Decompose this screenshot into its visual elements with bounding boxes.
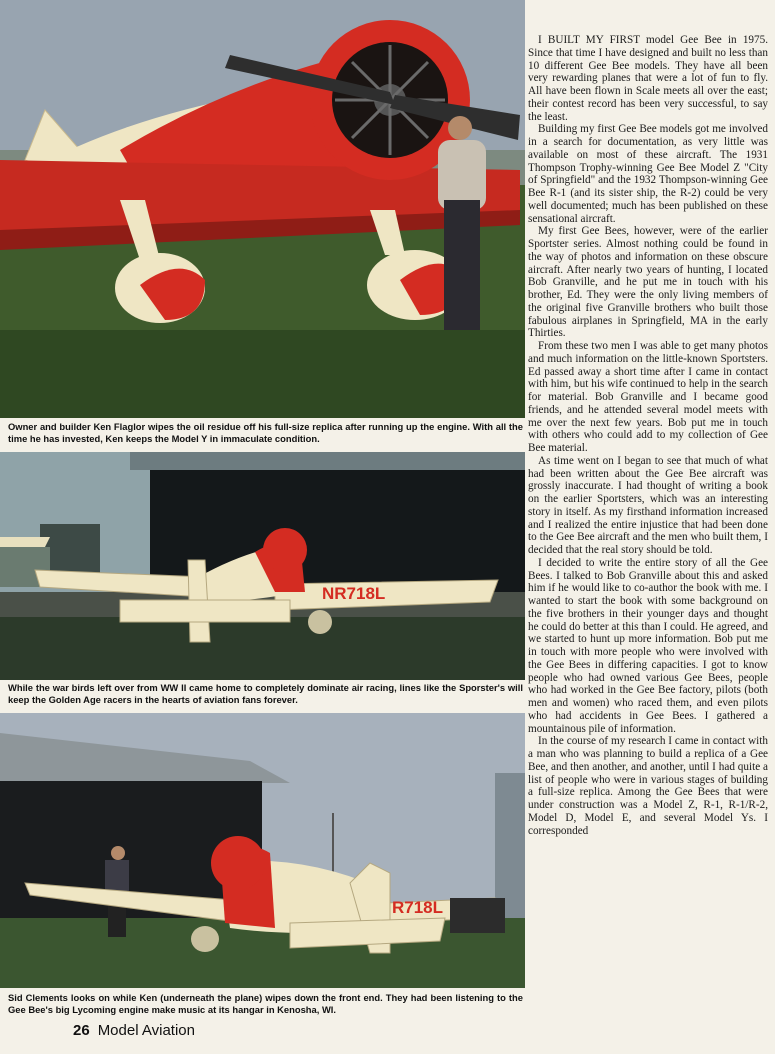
- article-paragraph: From these two men I was able to get many photos and much information on the little-known Sportsters. Ed passed away a short time after I came in contact with him, but his wife continued to help in the search for material. Bob Granville and I became good friends, and he attended several model meets with me over the next few years. Bob put me in touch with others who could add to my collection of Gee Bee material.: [528, 340, 768, 454]
- photo-caption-2: While the war birds left over from WW II came home to completely dominate air racing, lines like the Sporster's will keep the Golden Age racers in the hearts of aviation fans forever.: [8, 682, 523, 705]
- page-number: 26: [73, 1022, 90, 1039]
- photo-side-view-kenosha: [0, 713, 525, 988]
- article-paragraph: Building my first Gee Bee models got me involved in a search for documentation, as very little was available on most of these aircraft. The 1931 Thompson Trophy-winning Gee Bee Model Z "City of Springfield" and the 1932 Thompson-winning Gee Bee R-1 (and its sister ship, the R-2) could be very well documented; much has been published on these sensational aircraft.: [528, 123, 768, 225]
- magazine-title: Model Aviation: [97, 1022, 195, 1039]
- registration-nr718l: NR718L: [322, 584, 386, 603]
- article-paragraph: My first Gee Bees, however, were of the earlier Sportster series. Almost nothing could be found in the way of photos and information on these obscure aircraft. After nearly two years of hunting, I located Bob Granville, and he put me in touch with his brother, Ed. They were the only living members of the original five Granville brothers who built those fabulous airplanes in Springfield, MA in the early Thirties.: [528, 225, 768, 340]
- registration-r718l: R718L: [392, 898, 444, 917]
- article-column: [528, 34, 768, 837]
- photo-caption-3: Sid Clements looks on while Ken (underneath the plane) wipes down the front end. They had been listening to the Gee Bee's big Lycoming engine make music at its hangar in Kenosha, WI.: [8, 992, 523, 1015]
- photo-model-y-closeup: [0, 0, 525, 418]
- article-paragraph: In the course of my research I came in contact with a man who was planning to build a replica of a Gee Bee, and then another, and another, until I had quite a list of people who were in various stages of building a full-size replica. Among the Gee Bees that were under construction was a Model Z, R-1, R-1/R-2, Model D, Model E, and several Model Ys. I corresponded: [528, 735, 768, 837]
- article-paragraph: I decided to write the entire story of all the Gee Bees. I talked to Bob Granville about this and asked him if he would like to co-author the book with me. I wanted to start the book with some background on the five brothers in their younger days and thought he could do better at this than I could. He agreed, and we started to hunt up more information. Bob put me in touch with more people who were involved with the Gee Bees in differing capacities. I got to know people who had owned various Gee Bees, people who had worked in the Gee Bee factory, pilots (both men and women) who raced them, and even pilots who had accidents in Gee Bees. I gathered a mountainous pile of information.: [528, 556, 768, 735]
- photo-sportster-hangar: [0, 452, 525, 680]
- page-footer: [73, 1022, 195, 1039]
- article-paragraph: As time went on I began to see that much of what had been written about the Gee Bee aircraft was grossly inaccurate. I had thought of writing a book on the earlier Sportsters, which was an interesting story in itself. As my firsthand information increased and I realized the entire injustice that had been done to the Gee Bee aircraft and the men who built them, I decided that the real story should be told.: [528, 454, 768, 556]
- photo-caption-1: Owner and builder Ken Flaglor wipes the oil residue off his full-size replica after running up the engine. With all the time he has invested, Ken keeps the Model Y in immaculate condition.: [8, 421, 523, 444]
- article-paragraph: I BUILT MY FIRST model Gee Bee in 1975. Since that time I have designed and built no less than 10 different Gee Bee models. They have all been very rewarding planes that were a lot of fun to fly. All have been flown in Scale meets all over the east; their contest record has been very successful, to say the least.: [528, 34, 768, 123]
